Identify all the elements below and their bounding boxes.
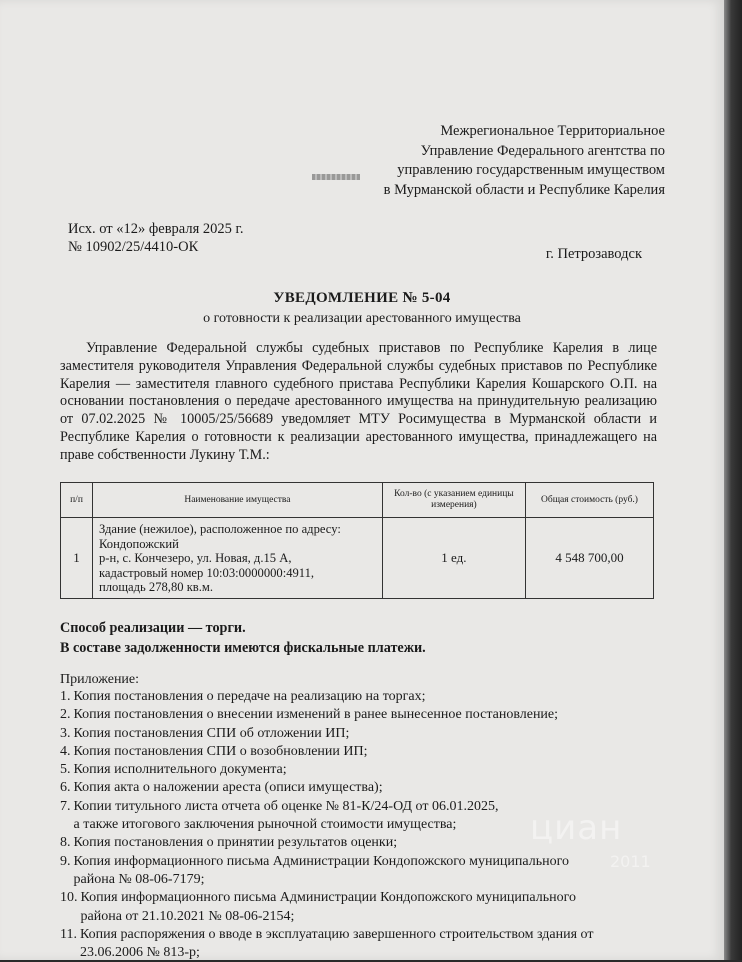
list-item-line: Копия постановления СПИ об отложении ИП; bbox=[73, 725, 350, 741]
list-item-text bbox=[74, 798, 499, 835]
cell-num: 1 bbox=[61, 518, 93, 599]
list-item bbox=[60, 779, 660, 797]
addressee-line: Управление Федерального агентства по bbox=[420, 142, 665, 159]
header-num: п/п bbox=[61, 483, 93, 518]
list-item bbox=[60, 706, 660, 724]
cell-name-line: Кондопожский bbox=[99, 536, 179, 551]
list-item bbox=[60, 853, 660, 890]
list-item-number: 11. bbox=[60, 926, 77, 942]
table-row bbox=[61, 518, 654, 599]
list-item-text bbox=[74, 853, 570, 890]
watermark-year: 2011 bbox=[610, 852, 651, 871]
cell-cost: 4 548 700,00 bbox=[526, 518, 654, 599]
list-item bbox=[60, 889, 660, 926]
list-item-text bbox=[74, 688, 426, 706]
list-item-number: 1. bbox=[60, 689, 71, 704]
list-item bbox=[60, 725, 660, 743]
list-item-line: района № 08-06-7179; bbox=[73, 871, 205, 887]
city-label: г. Петрозаводск bbox=[545, 246, 642, 262]
list-item-number: 4. bbox=[60, 743, 71, 759]
cell-name-line: площадь 278,80 кв.м. bbox=[99, 580, 214, 595]
list-item-line: Копия информационного письма Администрации Кондопожского муниципального bbox=[73, 853, 570, 869]
cell-qty: 1 ед. bbox=[382, 518, 525, 599]
list-item-text bbox=[81, 889, 577, 926]
addressee-line: Межрегиональное Территориальное bbox=[440, 123, 665, 139]
cell-name-line: кадастровый номер 10:03:0000000:4911, bbox=[99, 565, 315, 580]
header-qty: Кол-во (с указанием единицы измерения) bbox=[382, 483, 525, 518]
addressee-line: управлению государственным имуществом bbox=[397, 162, 665, 178]
method-line: Способ реализации — торги. bbox=[60, 620, 246, 636]
list-item-line: района от 21.10.2021 № 08-06-2154; bbox=[80, 908, 295, 924]
watermark-logo: циан bbox=[530, 808, 623, 848]
list-item-text bbox=[74, 779, 383, 797]
list-item-line: Копия акта о наложении ареста (описи имущества); bbox=[73, 780, 383, 796]
list-item-line: Копия постановления о передаче на реализацию на торгах; bbox=[73, 689, 426, 704]
list-item-number: 7. bbox=[60, 798, 71, 814]
list-item-text bbox=[80, 926, 593, 962]
list-item bbox=[60, 761, 660, 779]
list-item-number: 3. bbox=[60, 725, 71, 741]
list-item-line: Копия постановления СПИ о возобновлении ИП; bbox=[73, 743, 368, 759]
list-item-line: 23.06.2006 № 813-р; bbox=[79, 945, 200, 961]
list-item-line: Копия распоряжения о вводе в эксплуатацию завершенного строительством здания от bbox=[79, 926, 594, 942]
addressee-line: в Мурманской области и Республике Карелия bbox=[383, 181, 665, 198]
scan-edge bbox=[724, 0, 742, 960]
header-cost: Общая стоимость (руб.) bbox=[526, 483, 654, 518]
list-item-text bbox=[74, 743, 368, 761]
outgoing-number: № 10902/25/4410-ОК bbox=[68, 239, 199, 255]
document-subtitle: о готовности к реализации арестованного имущества bbox=[203, 311, 521, 326]
list-item-line: а также итогового заключения рыночной стоимости имущества; bbox=[73, 817, 457, 833]
outgoing-reference bbox=[68, 220, 243, 256]
list-item-line: Копии титульного листа отчета об оценке № 81-К/24-ОД от 06.01.2025, bbox=[73, 798, 499, 814]
list-item-text bbox=[74, 706, 559, 724]
outgoing-date: Исх. от «12» февраля 2025 г. bbox=[68, 221, 244, 237]
cell-name-line: р-н, с. Кончезеро, ул. Новая, д.15 А, bbox=[99, 551, 292, 566]
list-item-number: 2. bbox=[60, 707, 71, 723]
list-item-number: 9. bbox=[60, 853, 71, 869]
fiscal-line: В составе задолженности имеются фискальные платежи. bbox=[60, 640, 426, 656]
list-item bbox=[60, 688, 660, 706]
list-item bbox=[60, 926, 660, 962]
cell-name-line: Здание (нежилое), расположенное по адресу: bbox=[99, 522, 341, 536]
list-item-line: Копия информационного письма Администрации Кондопожского муниципального bbox=[80, 890, 577, 906]
header-name: Наименование имущества bbox=[93, 483, 383, 518]
list-item-number: 8. bbox=[60, 835, 71, 851]
document-title: УВЕДОМЛЕНИЕ № 5-04 bbox=[273, 290, 451, 306]
list-item-line: Копия исполнительного документа; bbox=[73, 762, 287, 778]
method-block bbox=[60, 618, 426, 658]
list-item-text bbox=[74, 834, 398, 852]
property-table bbox=[60, 482, 654, 599]
addressee-block bbox=[360, 122, 665, 200]
list-item-text bbox=[74, 725, 350, 743]
attachments-heading: Приложение: bbox=[60, 672, 140, 687]
list-item-number: 6. bbox=[60, 780, 71, 796]
list-item-line: Копия постановления о внесении изменений в ранее вынесенное постановление; bbox=[73, 707, 559, 723]
list-item-text bbox=[74, 761, 287, 779]
table-header-row bbox=[61, 483, 654, 518]
list-item-number: 5. bbox=[60, 762, 71, 778]
redaction-mark bbox=[312, 174, 360, 180]
list-item bbox=[60, 743, 660, 761]
list-item-line: Копия постановления о принятии результатов оценки; bbox=[73, 835, 398, 851]
list-item-number: 10. bbox=[60, 890, 78, 906]
body-paragraph: Управление Федеральной службы судебных приставов по Республике Карелия в лице заместителя руководителя Управления Федеральной службы судебных приставов по Республике Карелия — заместителя главного судебного пристава Республики Карелия Кошарского О.П. на основании постановления о передаче арестованного имущества на принудительную реализацию от 07.02.2025 № 10005/25/56689 уведомляет МТУ Росимущества в Мурманской области и Республике Карелия о готовности к реализации арестованного имущества, принадлежащего на праве собственности Лукину Т.М.: bbox=[60, 340, 657, 463]
cell-name bbox=[93, 518, 383, 599]
